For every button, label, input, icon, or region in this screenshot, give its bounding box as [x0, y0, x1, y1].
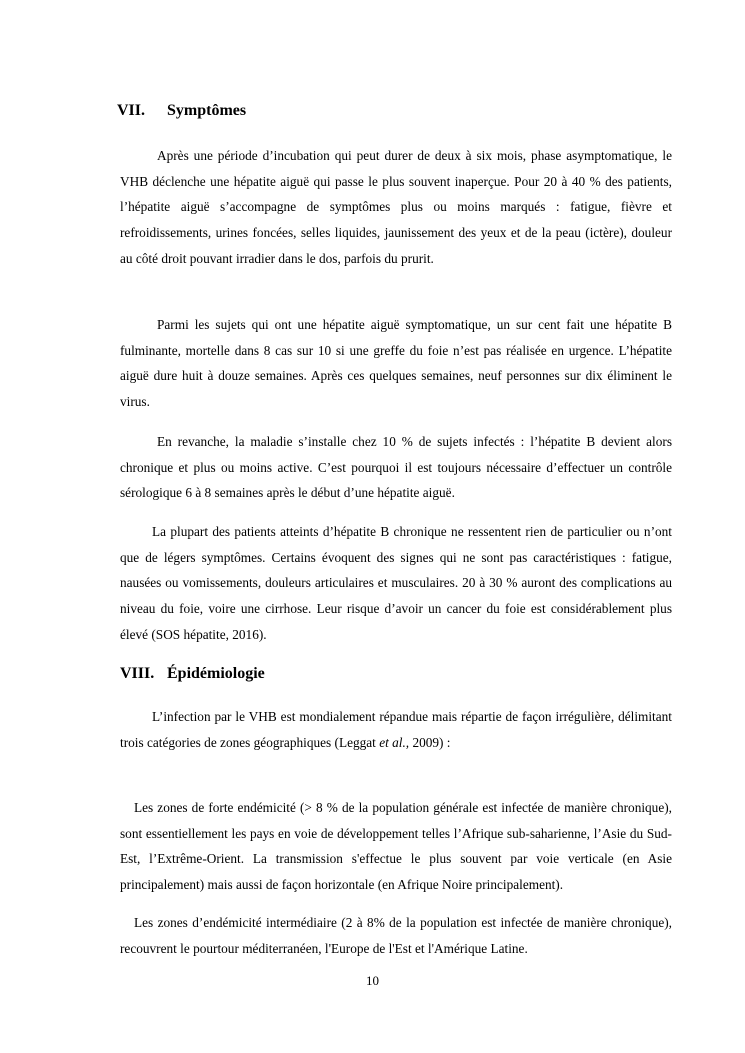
paragraph: En revanche, la maladie s’installe chez 10 % de sujets infectés : l’hépatite B devient alors chronique et plus ou moins active. C’est pourquoi il est toujours nécessaire d’effectuer un contrôle sérologique 6 à 8 semaines après le début d’une hépatite aiguë. [120, 434, 672, 501]
bullet-item [120, 795, 672, 898]
section-title: Symptômes [167, 102, 247, 119]
bullet-text: Les zones de forte endémicité (> 8 % de la population générale est infectée de manière chronique), sont essentiellement les pays en voie de développement telles l’Afrique sub-saharienne, l’Asie du Sud-Est, l’Extrême-Orient. La transmission s'effectue le plus souvent par voie verticale (en Asie principalement) mais aussi de façon horizontale (en Afrique Noire principalement). [120, 800, 672, 893]
paragraph-intro [120, 704, 672, 755]
section-number: VII. [117, 102, 146, 119]
page-number: 10 [366, 973, 379, 988]
intro-text: L’infection par le VHB est mondialement répandue mais répartie de façon irrégulière, délimitant trois catégories de zones géographiques (Leggat [120, 709, 672, 750]
paragraph: Parmi les sujets qui ont une hépatite aiguë symptomatique, un sur cent fait une hépatite B fulminante, mortelle dans 8 cas sur 10 si une greffe du foie n’est pas réalisée en urgence. L’hépatite aiguë dure huit à douze semaines. Après ces quelques semaines, neuf personnes sur dix éliminent le virus. [120, 317, 672, 410]
citation-et-al: et al., [379, 734, 410, 750]
section-heading-symptomes [117, 101, 246, 121]
paragraph: La plupart des patients atteints d’hépatite B chronique ne ressentent rien de particulier ou n’ont que de légers symptômes. Certains évoquent des signes qui ne sont pas caractéristiques : fatigue, nausées ou vomissements, douleurs articulaires et musculaires. 20 à 30 % auront des complications au niveau du foie, voire une cirrhose. Leur risque d’avoir un cancer du foie est considérablement plus élevé (SOS hépatite, 2016). [120, 524, 672, 642]
section-heading-epidemiologie [120, 664, 265, 684]
intro-text-end: 2009) : [409, 734, 451, 750]
bullet-text: Les zones d’endémicité intermédiaire (2 à 8% de la population est infectée de manière chronique), recouvrent le pourtour méditerranéen, l'Europe de l'Est et l'Amérique Latine. [120, 915, 672, 956]
section-title: Épidémiologie [167, 665, 265, 682]
section-number: VIII. [120, 665, 155, 682]
paragraph: Après une période d’incubation qui peut durer de deux à six mois, phase asymptomatique, le VHB déclenche une hépatite aiguë qui passe le plus souvent inaperçue. Pour 20 à 40 % des patients, l’hépatite aiguë s’accompagne de symptômes plus ou moins marqués : fatigue, fièvre et refroidissements, urines foncées, selles liquides, jaunissement des yeux et de la peau (ictère), douleur au côté droit pouvant irradier dans le dos, parfois du prurit. [120, 148, 672, 266]
bullet-item [120, 910, 672, 961]
